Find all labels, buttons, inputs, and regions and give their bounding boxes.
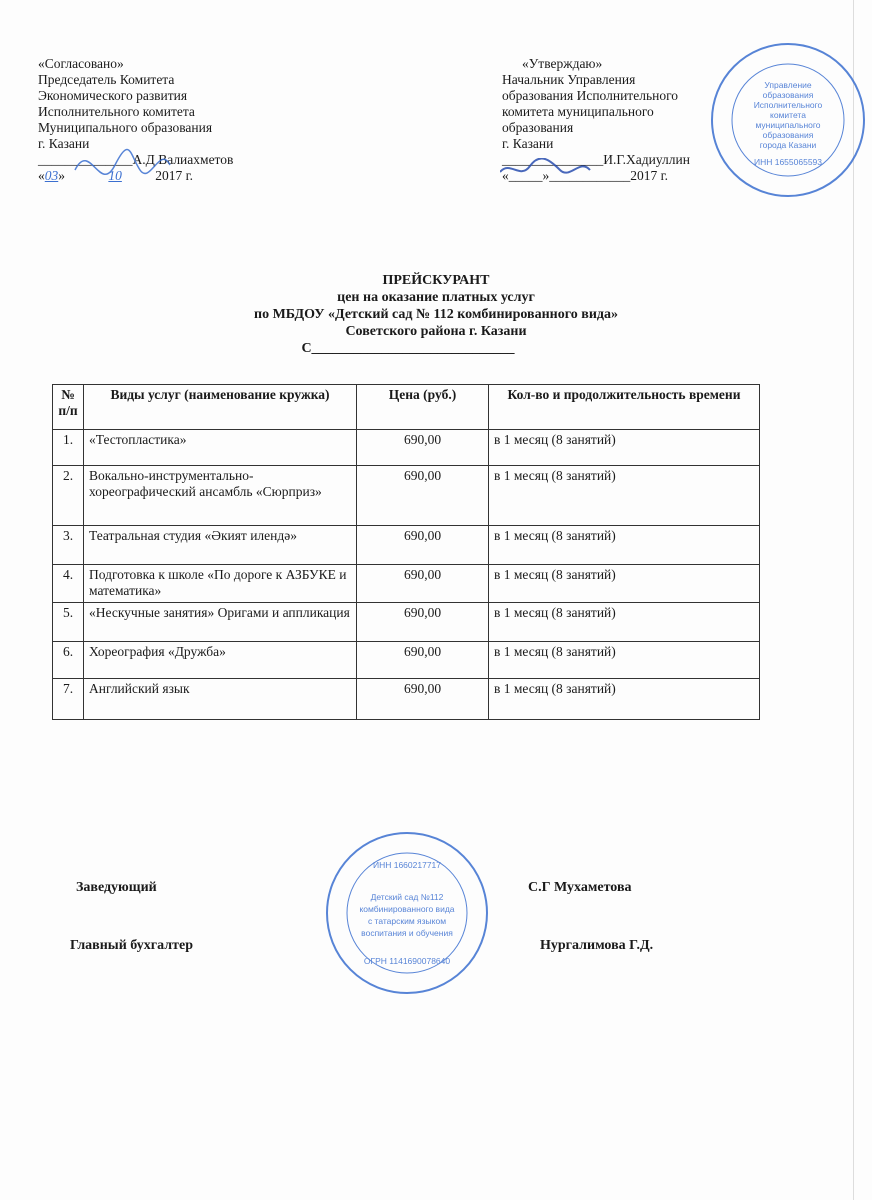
stamp-text: города Казани: [759, 140, 817, 150]
service-duration: в 1 месяц (8 занятий): [489, 466, 760, 526]
service-name: Английский язык: [84, 679, 357, 720]
service-name: «Тестопластика»: [84, 430, 357, 466]
table-row: [53, 679, 760, 720]
service-duration: в 1 месяц (8 занятий): [489, 526, 760, 565]
stamp-text: воспитания и обучения: [361, 928, 453, 938]
date-day: 03: [44, 168, 59, 183]
approval-line: г. Казани: [38, 136, 90, 151]
service-price: 690,00: [357, 642, 489, 679]
approval-line: Исполнительного комитета: [38, 104, 195, 119]
date-year: 2017 г.: [155, 168, 194, 183]
header-cell: № п/п: [53, 385, 84, 430]
stamp-text: Исполнительного: [753, 100, 823, 110]
doc-title: ПРЕЙСКУРАНТ: [382, 273, 490, 288]
table-header: [53, 385, 760, 430]
row-number: 3.: [53, 526, 84, 565]
row-number: 4.: [53, 565, 84, 603]
date-year: 2017 г.: [630, 168, 669, 183]
service-name: Вокально-инструментально-хореографический ансамбль «Сюрприз»: [84, 466, 357, 526]
approval-line: «Согласовано»: [38, 56, 124, 71]
approval-line: Председатель Комитета: [38, 72, 175, 87]
service-duration: в 1 месяц (8 занятий): [489, 565, 760, 603]
stamp-ogrn: ОГРН 1141690078640: [363, 956, 451, 966]
approval-line: Муниципального образования: [38, 120, 213, 135]
service-price: 690,00: [357, 430, 489, 466]
approval-line: образования Исполнительного: [502, 88, 679, 103]
approval-line: образования: [502, 120, 574, 135]
signer-name: А.Д Валиахметов: [132, 152, 234, 167]
service-name: Подготовка к школе «По дороге к АЗБУКЕ и математика»: [84, 565, 357, 603]
service-price: 690,00: [357, 466, 489, 526]
stamp-text: образования: [762, 130, 814, 140]
approval-line: комитета муниципального: [502, 104, 654, 119]
stamp-top: [708, 40, 868, 200]
row-number: 1.: [53, 430, 84, 466]
left-approval-block: «Согласовано» Председатель Комитета Экономического развития Исполнительного комитета Муниципального образования г. Казани ______________А.Д Валиахметов «03» 10 2017 г.: [38, 56, 234, 183]
row-number: 5.: [53, 603, 84, 642]
stamp-bottom: [322, 828, 492, 998]
date-month: 10: [108, 168, 122, 183]
accountant-name: Нургалимова Г.Д.: [540, 938, 654, 953]
service-price: 690,00: [357, 565, 489, 603]
approval-line: Начальник Управления: [502, 72, 636, 87]
accountant-label: Главный бухгалтер: [70, 938, 193, 953]
stamp-text: с татарским языком: [367, 916, 447, 926]
row-number: 6.: [53, 642, 84, 679]
signature-right: [500, 158, 600, 188]
table-row: [53, 526, 760, 565]
stamp-inn: ИНН 1655065593: [753, 157, 823, 167]
service-name: «Нескучные занятия» Оригами и аппликация: [84, 603, 357, 642]
service-duration: в 1 месяц (8 занятий): [489, 642, 760, 679]
stamp-text: муниципального: [755, 120, 821, 130]
service-duration: в 1 месяц (8 занятий): [489, 603, 760, 642]
right-approval-block: «Утверждаю» Начальник Управления образования Исполнительного комитета муниципального образования г. Казани _______________И.Г.Хадиуллин «_____»____________2017 г.: [502, 56, 690, 183]
approval-line: Экономического развития: [38, 88, 188, 103]
stamp-inn: ИНН 1660217717: [372, 860, 442, 870]
row-number: 7.: [53, 679, 84, 720]
table-row: [53, 466, 760, 526]
service-duration: в 1 месяц (8 занятий): [489, 430, 760, 466]
service-name: Хореография «Дружба»: [84, 642, 357, 679]
signer-name: И.Г.Хадиуллин: [603, 152, 690, 167]
service-price: 690,00: [357, 603, 489, 642]
table-row: [53, 642, 760, 679]
doc-subtitle: по МБДОУ «Детский сад № 112 комбинированного вида»: [254, 307, 618, 322]
head-label: Заведующий: [76, 880, 157, 895]
header-cell: Кол-во и продолжительность времени: [489, 385, 760, 430]
doc-date-line: С_____________________________: [301, 341, 515, 356]
signature-left: [70, 135, 180, 205]
table-row: [53, 603, 760, 642]
stamp-text: Управление: [764, 80, 812, 90]
stamp-text: комитета: [770, 110, 806, 120]
price-table: [52, 384, 760, 720]
head-name: С.Г Мухаметова: [528, 880, 632, 895]
doc-subtitle: Советского района г. Казани: [345, 324, 527, 339]
service-duration: в 1 месяц (8 занятий): [489, 679, 760, 720]
table-row: [53, 565, 760, 603]
stamp-text: комбинированного вида: [359, 904, 455, 914]
approval-line: г. Казани: [502, 136, 554, 151]
service-name: Театральная студия «Әкият илендә»: [84, 526, 357, 565]
service-price: 690,00: [357, 526, 489, 565]
header-cell: Виды услуг (наименование кружка): [84, 385, 357, 430]
header-cell: Цена (руб.): [357, 385, 489, 430]
approval-line: «Утверждаю»: [522, 56, 603, 71]
doc-subtitle: цен на оказание платных услуг: [337, 290, 535, 305]
stamp-text: Детский сад №112: [370, 892, 444, 902]
stamp-text: образования: [762, 90, 814, 100]
table-row: [53, 430, 760, 466]
service-price: 690,00: [357, 679, 489, 720]
row-number: 2.: [53, 466, 84, 526]
